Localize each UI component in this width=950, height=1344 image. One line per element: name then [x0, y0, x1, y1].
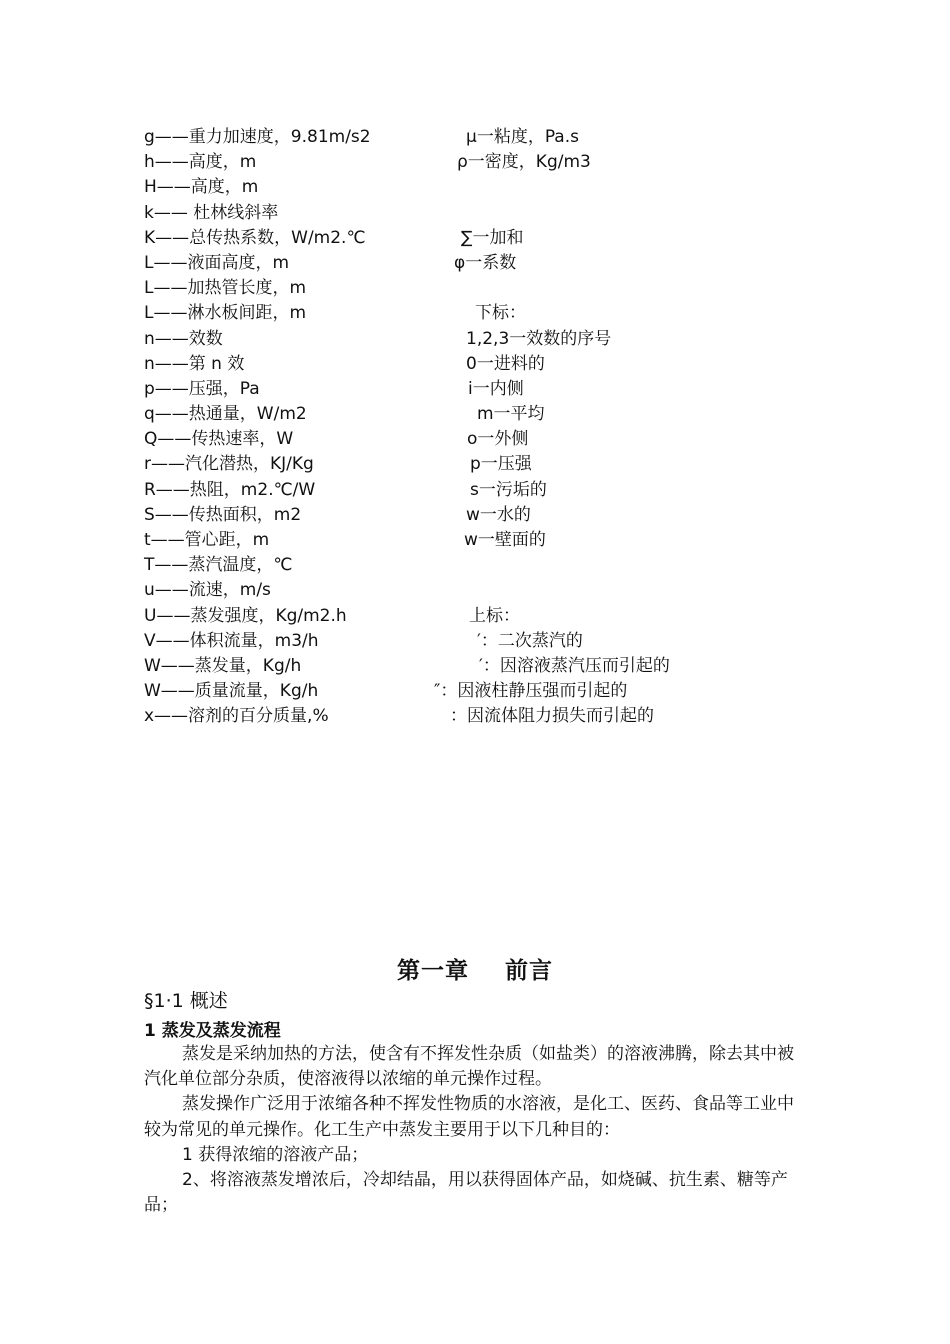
symbol-definition-right: w一壁面的 — [464, 530, 546, 550]
symbol-definition-right: s一污垢的 — [470, 479, 547, 500]
symbol-definition: W——蒸发量，Kg/h — [144, 655, 302, 676]
symbol-row — [144, 427, 844, 452]
symbol-row — [144, 604, 844, 629]
symbol-definition: R——热阻，m2.℃/W — [144, 479, 316, 500]
symbol-definition-right: ″：因液柱静压强而引起的 — [434, 681, 628, 702]
symbol-row — [144, 377, 844, 402]
symbol-definition-right: 下标： — [475, 303, 526, 324]
nomenclature-list — [144, 125, 844, 730]
symbol-row — [144, 553, 844, 578]
sub-heading: 1 蒸发及蒸发流程 — [144, 1021, 281, 1041]
symbol-definition: q——热通量，W/m2 — [144, 404, 307, 425]
symbol-row — [144, 402, 844, 427]
symbol-row — [144, 125, 844, 150]
symbol-definition-right: φ一系数 — [454, 252, 517, 273]
symbol-definition-right: p一压强 — [470, 454, 532, 475]
symbol-row — [144, 478, 844, 503]
symbol-row — [144, 452, 844, 477]
symbol-definition: L——液面高度，m — [144, 252, 290, 273]
symbol-definition-right: μ一粘度，Pa.s — [466, 127, 579, 147]
symbol-definition-right: o一外侧 — [467, 429, 529, 450]
paragraph: 蒸发操作广泛用于浓缩各种不挥发性物质的水溶液，是化工、医药、食品等工业中较为常见的单元操作。化工生产中蒸发主要用于以下几种目的： — [144, 1094, 794, 1140]
symbol-row — [144, 352, 844, 377]
symbol-definition: r——汽化潜热，KJ/Kg — [144, 454, 314, 475]
symbol-definition: n——第 n 效 — [144, 353, 245, 374]
symbol-definition: H——高度，m — [144, 177, 259, 198]
symbol-definition-right: 上标： — [469, 605, 520, 626]
symbol-definition: W——质量流量，Kg/h — [144, 681, 319, 702]
symbol-row — [144, 503, 844, 528]
symbol-definition: g——重力加速度，9.81m/s2 — [144, 127, 371, 147]
symbol-row — [144, 528, 844, 553]
symbol-definition: p——压强，Pa — [144, 378, 260, 399]
section-heading: §1·1 概述 — [144, 990, 228, 1012]
paragraph: 2、将溶液蒸发增浓后，冷却结晶，用以获得固体产品，如烧碱、抗生素、糖等产品； — [144, 1170, 788, 1216]
symbol-definition: n——效数 — [144, 328, 223, 349]
symbol-row — [144, 679, 844, 704]
symbol-row — [144, 629, 844, 654]
symbol-row — [144, 301, 844, 326]
symbol-row — [144, 226, 844, 251]
symbol-definition-right: ′：因溶液蒸汽压而引起的 — [479, 655, 670, 676]
symbol-row — [144, 175, 844, 200]
symbol-definition: L——加热管长度，m — [144, 278, 307, 299]
symbol-definition-right: 0一进料的 — [466, 353, 545, 374]
symbol-definition: V——体积流量，m3/h — [144, 630, 319, 651]
symbol-definition: Q——传热速率，W — [144, 429, 294, 450]
symbol-definition: u——流速，m/s — [144, 580, 271, 601]
symbol-definition: S——传热面积，m2 — [144, 504, 302, 525]
symbol-definition: U——蒸发强度，Kg/m2.h — [144, 605, 347, 626]
symbol-definition-right: i一内侧 — [468, 378, 524, 399]
symbol-row — [144, 150, 844, 175]
symbol-row — [144, 578, 844, 603]
chapter-title: 第一章 前言 — [396, 958, 554, 984]
symbol-row — [144, 201, 844, 226]
symbol-definition: L——淋水板间距，m — [144, 303, 307, 324]
symbol-row — [144, 276, 844, 301]
symbol-definition-right: w一水的 — [466, 504, 531, 525]
symbol-definition: K——总传热系数，W/m2.℃ — [144, 227, 366, 248]
symbol-definition-right: 1,2,3一效数的序号 — [466, 328, 612, 349]
symbol-definition: k—— 杜林线斜率 — [144, 202, 279, 223]
symbol-row — [144, 327, 844, 352]
symbol-row — [144, 654, 844, 679]
paragraph: 蒸发是采纳加热的方法，使含有不挥发性杂质（如盐类）的溶液沸腾，除去其中被汽化单位部分杂质，使溶液得以浓缩的单元操作过程。 — [144, 1044, 794, 1090]
symbol-definition-right: ′：二次蒸汽的 — [477, 630, 583, 651]
symbol-definition-right: ρ一密度，Kg/m3 — [457, 152, 591, 173]
symbol-definition-right: ∑一加和 — [461, 227, 524, 248]
symbol-row — [144, 704, 844, 729]
symbol-definition: T——蒸汽温度，℃ — [144, 555, 293, 576]
symbol-definition: t——管心距，m — [144, 530, 270, 550]
symbol-row — [144, 251, 844, 276]
symbol-definition: x——溶剂的百分质量,% — [144, 706, 329, 727]
symbol-definition-right: ：因流体阻力损失而引起的 — [450, 706, 654, 727]
paragraph: 1 获得浓缩的溶液产品； — [182, 1144, 369, 1165]
symbol-definition-right: m一平均 — [477, 404, 545, 425]
symbol-definition: h——高度，m — [144, 152, 257, 173]
body-text — [144, 1042, 804, 1218]
